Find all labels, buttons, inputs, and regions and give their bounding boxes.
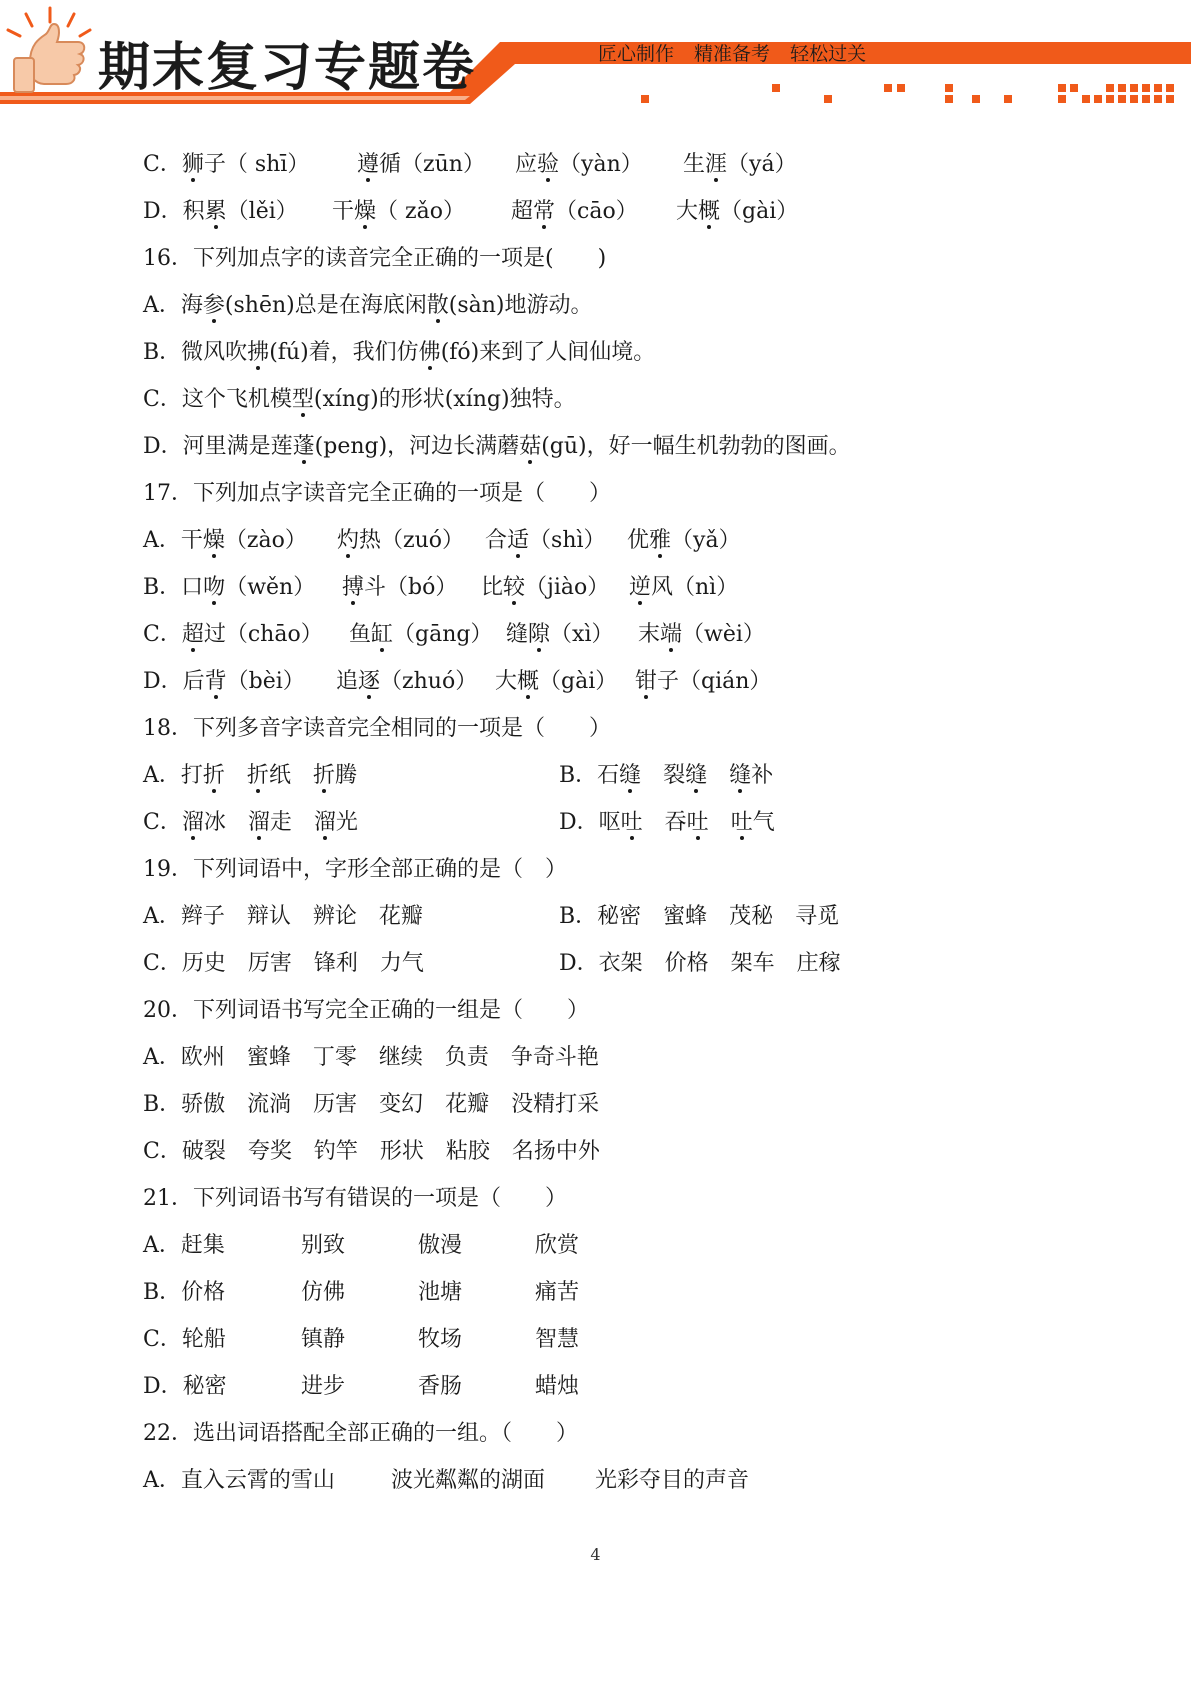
dotted-character: 溜: [248, 799, 270, 846]
option-cell: [143, 1269, 225, 1316]
text-run: （wěn）: [225, 575, 316, 600]
dotted-character: 折: [203, 752, 225, 799]
option-row: [143, 564, 1103, 611]
text-line: [143, 1034, 1103, 1081]
text-run: 子（qián）: [657, 669, 772, 694]
text-run: C．这个飞机模: [143, 387, 292, 412]
dotted-character: 吐: [687, 799, 709, 846]
dotted-character: 逆: [629, 564, 651, 611]
dotted-character: 缝: [685, 752, 707, 799]
text-run: 热（zuó）: [359, 528, 465, 553]
option-cell: [515, 141, 643, 188]
text-line: [143, 282, 1103, 329]
text-line: [143, 329, 1103, 376]
text-run: （wèi）: [682, 622, 765, 647]
text-run: 光: [335, 810, 358, 835]
option-cell: [627, 517, 741, 564]
text-run: 风（nì）: [651, 575, 739, 600]
text-run: 大: [495, 669, 518, 694]
option-cell: [638, 611, 765, 658]
option-cell: [481, 564, 609, 611]
option-cell: [337, 517, 464, 564]
text-line: [143, 1410, 1103, 1457]
dotted-character: 散: [427, 282, 449, 329]
option-cell: [332, 188, 465, 235]
option-cell: [391, 1457, 545, 1504]
option-cell: [683, 141, 797, 188]
header-title: 期末复习专题卷: [98, 38, 477, 98]
option-cell: [143, 752, 357, 799]
option-cell: [535, 1316, 579, 1363]
text-run: 优: [627, 528, 650, 553]
dotted-character: 雅: [649, 517, 671, 564]
option-row: [143, 752, 1103, 799]
text-run: [225, 763, 247, 788]
dotted-character: 逐: [358, 658, 380, 705]
text-run: 走: [269, 810, 314, 835]
text-line: [143, 1128, 1103, 1175]
option-cell: [629, 564, 738, 611]
text-run: B．骄傲 流淌 历害 变幻 花瓣 没精打采: [143, 1092, 600, 1117]
dotted-character: 吐: [731, 799, 753, 846]
text-run: A．干: [143, 528, 203, 553]
dotted-character: 灼: [337, 517, 359, 564]
dotted-character: 蓬: [293, 423, 315, 470]
dotted-character: 端: [660, 611, 682, 658]
option-cell: [143, 141, 309, 188]
option-cell: [143, 188, 298, 235]
option-cell: [143, 658, 305, 705]
option-cell: [676, 188, 798, 235]
text-run: 纸: [268, 763, 313, 788]
dotted-character: 钳: [635, 658, 657, 705]
text-run: 缝: [506, 622, 529, 647]
dotted-character: 遵: [357, 141, 379, 188]
text-run: （jiào）: [525, 575, 610, 600]
option-cell: [301, 1269, 345, 1316]
text-run: 22．选出词语搭配全部正确的一组。（ ）: [143, 1421, 578, 1446]
text-run: B．口: [143, 575, 204, 600]
text-run: (shēn)总是在海底闲: [224, 293, 427, 318]
option-cell: [595, 1457, 749, 1504]
option-cell: [418, 1316, 462, 1363]
text-run: 17．下列加点字读音完全正确的一项是（ ）: [143, 481, 611, 506]
dotted-character: 验: [537, 141, 559, 188]
option-row: [143, 1222, 1103, 1269]
text-run: （gài）: [539, 669, 618, 694]
text-run: 光彩夺目的声音: [595, 1468, 750, 1493]
option-row: [143, 141, 1103, 188]
text-run: 吞: [642, 810, 687, 835]
dotted-character: 缸: [371, 611, 393, 658]
text-run: 痛苦: [535, 1280, 580, 1305]
dotted-character: 缝: [729, 752, 751, 799]
dotted-character: 概: [698, 188, 720, 235]
text-run: 进步: [301, 1374, 346, 1399]
option-cell: [357, 141, 485, 188]
text-run: 别致: [301, 1233, 346, 1258]
text-run: C．: [143, 622, 182, 647]
text-run: C．历史 厉害 锋利 力气: [143, 951, 424, 976]
dotted-character: 概: [517, 658, 539, 705]
dotted-character: 适: [507, 517, 529, 564]
option-cell: [506, 611, 613, 658]
text-run: 蜡烛: [535, 1374, 580, 1399]
option-cell: [143, 564, 315, 611]
text-run: (gū)，好一幅生机勃勃的图画。: [541, 434, 851, 459]
text-run: 末: [638, 622, 661, 647]
dotted-character: 吻: [203, 564, 225, 611]
dotted-character: 背: [205, 658, 227, 705]
text-run: A．辫子 辩认 辨论 花瓣: [143, 904, 423, 929]
option-cell: [535, 1363, 579, 1410]
option-cell: [535, 1222, 579, 1269]
text-run: （bèi）: [226, 669, 305, 694]
option-row: [143, 1269, 1103, 1316]
option-cell: [143, 1363, 227, 1410]
dotted-character: 燥: [354, 188, 376, 235]
text-run: B．石: [559, 763, 620, 788]
text-run: （yǎ）: [671, 528, 741, 553]
option-cell: [418, 1363, 462, 1410]
text-run: (sàn)地游动。: [448, 293, 593, 318]
option-cell: [635, 658, 771, 705]
dotted-character: 较: [503, 564, 525, 611]
dotted-character: 折: [313, 752, 335, 799]
text-run: 冰: [203, 810, 248, 835]
option-cell: [143, 940, 424, 987]
text-run: 智慧: [535, 1327, 580, 1352]
text-run: 子（ shī）: [203, 152, 310, 177]
text-run: (peng)，河边长满蘑: [314, 434, 520, 459]
option-cell: [143, 799, 358, 846]
dotted-character: 狮: [182, 141, 204, 188]
option-cell: [143, 1457, 335, 1504]
text-run: 镇静: [301, 1327, 346, 1352]
text-run: 19．下列词语中，字形全部正确的是（ ）: [143, 857, 567, 882]
option-row: [143, 893, 1103, 940]
text-run: 波光粼粼的湖面: [391, 1468, 546, 1493]
text-run: D．河里满是莲: [143, 434, 293, 459]
thumbs-up-icon: [8, 8, 90, 92]
text-run: (fú)着，我们仿: [269, 340, 419, 365]
text-run: 牧场: [418, 1327, 463, 1352]
text-run: 欣赏: [535, 1233, 580, 1258]
text-run: 干: [332, 199, 355, 224]
text-line: [143, 376, 1103, 423]
text-run: C．: [143, 152, 182, 177]
text-run: B．秘密 蜜蜂 茂秘 寻觅: [559, 904, 840, 929]
option-row: [143, 658, 1103, 705]
text-run: B．价格: [143, 1280, 226, 1305]
text-run: A．海: [143, 293, 203, 318]
text-run: （yàn）: [559, 152, 643, 177]
option-cell: [143, 611, 323, 658]
text-line: [143, 705, 1103, 752]
text-line: [143, 1175, 1103, 1222]
text-run: （lěi）: [226, 199, 298, 224]
dotted-character: 超: [182, 611, 204, 658]
text-line: [143, 846, 1103, 893]
text-line: [143, 423, 1103, 470]
option-row: [143, 188, 1103, 235]
text-run: 鱼: [349, 622, 372, 647]
text-run: 池塘: [418, 1280, 463, 1305]
dotted-character: 搏: [342, 564, 364, 611]
text-run: C．轮船: [143, 1327, 226, 1352]
dotted-character: 型: [292, 376, 314, 423]
option-cell: [349, 611, 492, 658]
dotted-character: 涯: [705, 141, 727, 188]
text-run: 气: [752, 810, 775, 835]
option-row: [143, 799, 1103, 846]
dotted-character: 菇: [519, 423, 541, 470]
text-run: 大: [676, 199, 699, 224]
dotted-character: 溜: [314, 799, 336, 846]
text-line: [143, 987, 1103, 1034]
option-cell: [143, 517, 307, 564]
option-cell: [535, 1269, 579, 1316]
text-run: 21．下列词语书写有错误的一项是（ ）: [143, 1186, 567, 1211]
text-line: [143, 235, 1103, 282]
text-run: 应: [515, 152, 538, 177]
text-run: [709, 810, 731, 835]
dotted-character: 折: [247, 752, 269, 799]
text-run: （ zǎo）: [376, 199, 465, 224]
text-run: [707, 763, 729, 788]
text-run: C．: [143, 810, 182, 835]
option-row: [143, 517, 1103, 564]
text-run: D．衣架 价格 架车 庄稼: [559, 951, 841, 976]
text-run: B．微风吹: [143, 340, 248, 365]
text-run: 裂: [641, 763, 686, 788]
text-run: D．积: [143, 199, 205, 224]
option-row: [143, 1457, 1103, 1504]
text-run: （zào）: [224, 528, 307, 553]
text-run: A．赶集: [143, 1233, 225, 1258]
option-cell: [559, 893, 839, 940]
text-run: 18．下列多音字读音完全相同的一项是（ ）: [143, 716, 611, 741]
text-run: 生: [683, 152, 706, 177]
text-run: （yá）: [727, 152, 797, 177]
text-run: 补: [751, 763, 774, 788]
text-run: C．破裂 夸奖 钓竿 形状 粘胶 名扬中外: [143, 1139, 600, 1164]
option-cell: [418, 1269, 462, 1316]
text-run: 16．下列加点字的读音完全正确的一项是( ): [143, 246, 607, 271]
dotted-character: 燥: [203, 517, 225, 564]
option-cell: [485, 517, 606, 564]
question-content: [143, 141, 1103, 1504]
dotted-character: 隙: [528, 611, 550, 658]
option-cell: [143, 1316, 226, 1363]
option-row: [143, 611, 1103, 658]
text-run: （cāo）: [555, 199, 638, 224]
text-run: 斗（bó）: [364, 575, 458, 600]
option-cell: [559, 940, 841, 987]
option-cell: [342, 564, 457, 611]
text-run: （gāng）: [393, 622, 493, 647]
option-row: [143, 1363, 1103, 1410]
dotted-character: 缝: [619, 752, 641, 799]
text-run: 循（zūn）: [379, 152, 485, 177]
text-run: 香肠: [418, 1374, 463, 1399]
text-run: A．打: [143, 763, 203, 788]
text-run: 合: [485, 528, 508, 553]
option-row: [143, 1316, 1103, 1363]
option-cell: [336, 658, 477, 705]
text-run: D．呕: [559, 810, 621, 835]
text-run: (xíng)的形状(xíng)独特。: [313, 387, 576, 412]
decorative-squares: [641, 84, 1174, 103]
text-run: 腾: [334, 763, 357, 788]
page-number: 4: [590, 1545, 601, 1564]
text-run: （zhuó）: [380, 669, 478, 694]
option-cell: [143, 1222, 225, 1269]
text-run: 20．下列词语书写完全正确的一组是（ ）: [143, 998, 589, 1023]
option-cell: [559, 799, 775, 846]
dotted-character: 常: [533, 188, 555, 235]
text-line: [143, 470, 1103, 517]
text-run: D．秘密: [143, 1374, 227, 1399]
page-header: [0, 0, 1191, 120]
text-run: 比: [481, 575, 504, 600]
dotted-character: 累: [205, 188, 227, 235]
option-cell: [418, 1222, 462, 1269]
header-slogan: 匠心制作 精准备考 轻松过关: [598, 43, 867, 65]
option-cell: [511, 188, 638, 235]
option-cell: [301, 1316, 345, 1363]
text-run: 傲漫: [418, 1233, 463, 1258]
text-run: A．欧州 蜜蜂 丁零 继续 负责 争奇斗艳: [143, 1045, 599, 1070]
option-row: [143, 940, 1103, 987]
text-run: 超: [511, 199, 534, 224]
text-run: （xì）: [550, 622, 614, 647]
dotted-character: 拂: [247, 329, 269, 376]
dotted-character: 吐: [621, 799, 643, 846]
option-cell: [143, 893, 423, 940]
text-run: 追: [336, 669, 359, 694]
text-line: [143, 1081, 1103, 1128]
text-run: (fó)来到了人间仙境。: [440, 340, 656, 365]
option-cell: [301, 1222, 345, 1269]
text-run: 仿佛: [301, 1280, 346, 1305]
text-run: （shì）: [529, 528, 606, 553]
dotted-character: 溜: [182, 799, 204, 846]
text-run: （gài）: [720, 199, 799, 224]
dotted-character: 佛: [419, 329, 441, 376]
text-run: D．后: [143, 669, 205, 694]
option-cell: [495, 658, 617, 705]
option-cell: [301, 1363, 345, 1410]
dotted-character: 参: [203, 282, 225, 329]
option-cell: [559, 752, 773, 799]
text-run: 过（chāo）: [203, 622, 323, 647]
text-run: A．直入云霄的雪山: [143, 1468, 335, 1493]
